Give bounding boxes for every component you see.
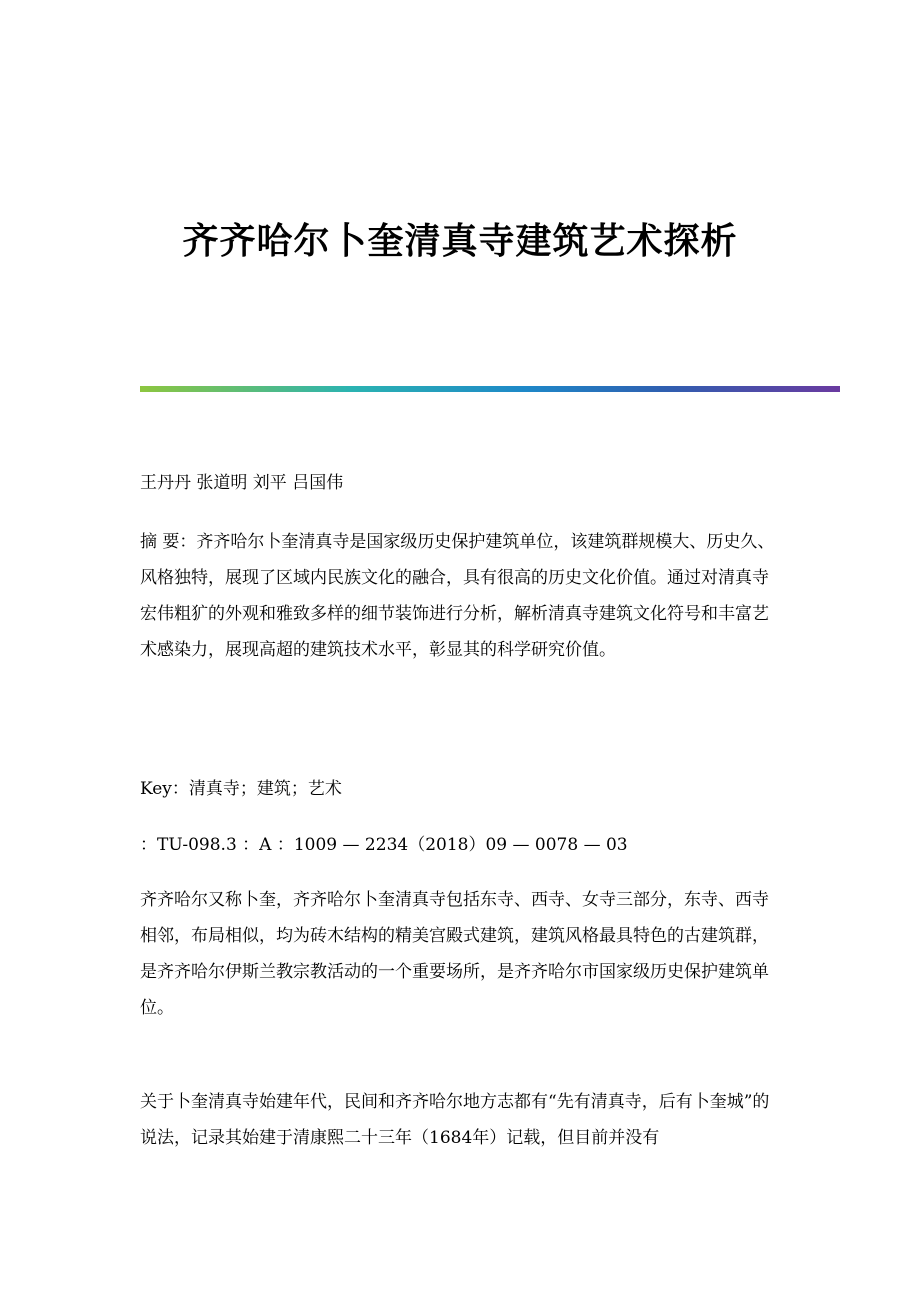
authors: 王丹丹 张道明 刘平 吕国伟: [140, 473, 344, 493]
abstract: 摘 要：齐齐哈尔卜奎清真寺是国家级历史保护建筑单位，该建筑群规模大、历史久、风格独特，展现了区域内民族文化的融合，具有很高的历史文化价值。通过对清真寺宏伟粗犷的外观和雅致多样的细节装饰进行分析，解析清真寺建筑文化符号和丰富艺术感染力，展现高超的建筑技术水平，彰显其的科学研究价值。: [140, 532, 775, 660]
paper-title: 齐齐哈尔卜奎清真寺建筑艺术探析: [182, 220, 738, 262]
body-paragraph: 齐齐哈尔又称卜奎，齐齐哈尔卜奎清真寺包括东寺、西寺、女寺三部分，东寺、西寺相邻，布局相似，均为砖木结构的精美宫殿式建筑，建筑风格最具特色的古建筑群，是齐齐哈尔伊斯兰教宗教活动的一个重要场所，是齐齐哈尔市国家级历史保护建筑单位。: [140, 890, 769, 1018]
classification-codes: ：TU-098.3 ：A ：1009 — 2234（2018）09 — 0078 — 03: [140, 835, 628, 855]
body-paragraph: 关于卜奎清真寺始建年代，民间和齐齐哈尔地方志都有“先有清真寺，后有卜奎城”的说法，记录其始建于清康熙二十三年（1684年）记载，但目前并没有: [140, 1092, 770, 1148]
keywords: Key：清真寺；建筑；艺术: [140, 779, 342, 799]
title-divider: [140, 386, 840, 392]
